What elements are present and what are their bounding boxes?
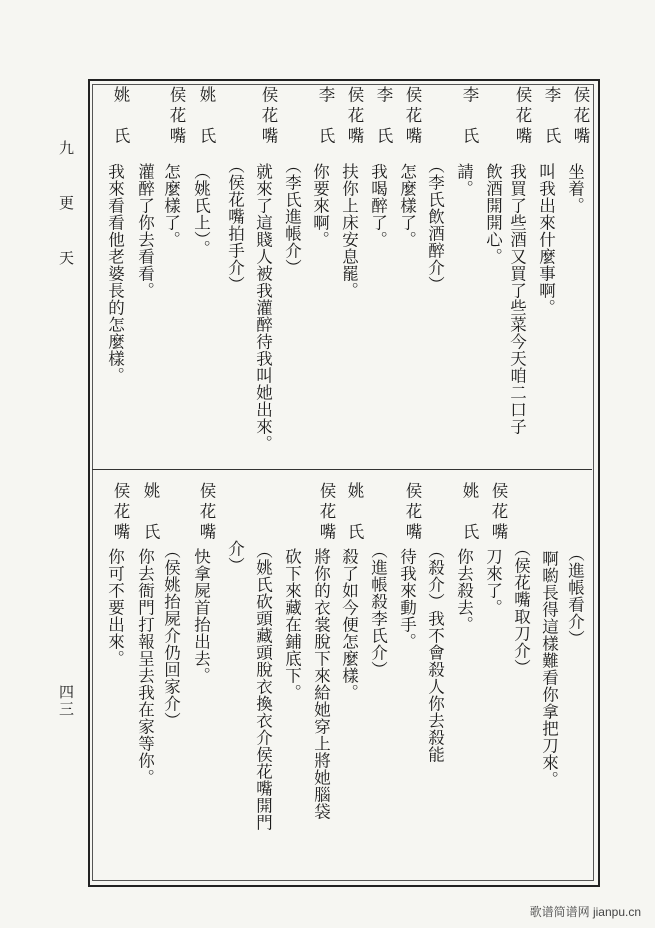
dialogue-line: 介）	[225, 540, 245, 574]
section-divider	[92, 469, 592, 470]
dialogue-line: 快拿屍首抬出去。	[191, 548, 211, 684]
dialogue-line: 怎麼樣了。	[397, 163, 417, 248]
dialogue-line: 砍下來藏在鋪底下。	[282, 548, 302, 701]
dialogue-line: 你要來啊。	[310, 163, 330, 248]
dialogue-line: 啊喲長得這樣難看你拿把刀來。	[539, 550, 559, 788]
dialogue-line: （李氏飲酒醉介）	[425, 157, 445, 293]
speaker-label: 侯花嘴	[167, 86, 186, 148]
page-number: 四三	[57, 684, 75, 718]
dialogue-line: 我來看看他老婆長的怎麼樣。	[105, 163, 125, 384]
speaker-label: 侯花嘴	[571, 86, 590, 148]
speaker-label: 李 氏	[542, 86, 561, 148]
dialogue-line: 將你的衣裳脫下來給她穿上將她腦袋	[311, 548, 331, 820]
speaker-label: 侯花嘴	[197, 482, 216, 544]
speaker-label: 姚 氏	[111, 86, 130, 148]
dialogue-line: （進帳看介）	[565, 545, 585, 647]
dialogue-line: （姚氏砍頭藏頭脫衣換衣介侯花嘴開門	[253, 542, 273, 831]
dialogue-line: 我買了些酒又買了些菜今天咱二口子	[507, 163, 527, 435]
speaker-label: 李 氏	[460, 86, 479, 148]
dialogue-line: 飲酒開開心。	[483, 163, 503, 265]
dialogue-line: 扶你上床安息罷。	[339, 163, 359, 299]
speaker-label: 姚 氏	[460, 482, 479, 544]
speaker-label: 姚 氏	[197, 86, 216, 148]
speaker-label: 姚 氏	[345, 482, 364, 544]
speaker-label: 姚 氏	[141, 482, 160, 544]
dialogue-line: 坐着。	[565, 163, 585, 214]
speaker-label: 侯花嘴	[345, 86, 364, 148]
speaker-label: 侯花嘴	[403, 482, 422, 544]
page-title: 九更天	[57, 140, 75, 305]
speaker-label: 侯花嘴	[489, 482, 508, 544]
dialogue-line: 就來了這賤人被我灌醉待我叫她出來。	[253, 163, 273, 452]
speaker-label: 侯花嘴	[259, 86, 278, 148]
dialogue-line: （殺介）我不會殺人你去殺能	[425, 542, 445, 763]
dialogue-line: （侯姚抬屍介仍回家介）	[161, 542, 181, 729]
speaker-label: 侯花嘴	[513, 86, 532, 148]
dialogue-line: 刀來了。	[483, 548, 503, 616]
dialogue-line: 怎麼樣了。	[161, 163, 181, 248]
dialogue-line: （侯花嘴拍手介）	[225, 157, 245, 293]
dialogue-line: 灌醉了你去看看。	[135, 163, 155, 299]
speaker-label: 侯花嘴	[317, 482, 336, 544]
watermark: 歌谱简谱网 jianpu.cn	[529, 905, 641, 919]
speaker-label: 侯花嘴	[403, 86, 422, 148]
dialogue-line: 叫我出來什麼事啊。	[536, 163, 556, 316]
speaker-label: 李 氏	[316, 86, 335, 148]
dialogue-line: 待我來動手。	[397, 548, 417, 650]
dialogue-line: （姚氏上）。	[191, 163, 211, 257]
dialogue-line: 你去衙門打報呈去我在家等你。	[135, 548, 155, 786]
dialogue-line: （李氏進帳介）	[282, 157, 302, 276]
dialogue-line: （侯花嘴取刀介）	[511, 540, 531, 676]
dialogue-line: 殺了如今便怎麼樣。	[339, 548, 359, 701]
dialogue-line: 我喝醉了。	[368, 163, 388, 248]
dialogue-line: 你去殺去。	[454, 548, 474, 633]
dialogue-line: 你可不要出來。	[105, 548, 125, 667]
speaker-label: 李 氏	[374, 86, 393, 148]
dialogue-line: 請。	[454, 163, 474, 197]
speaker-label: 侯花嘴	[111, 482, 130, 544]
dialogue-line: （進帳殺李氏介）	[368, 542, 388, 678]
